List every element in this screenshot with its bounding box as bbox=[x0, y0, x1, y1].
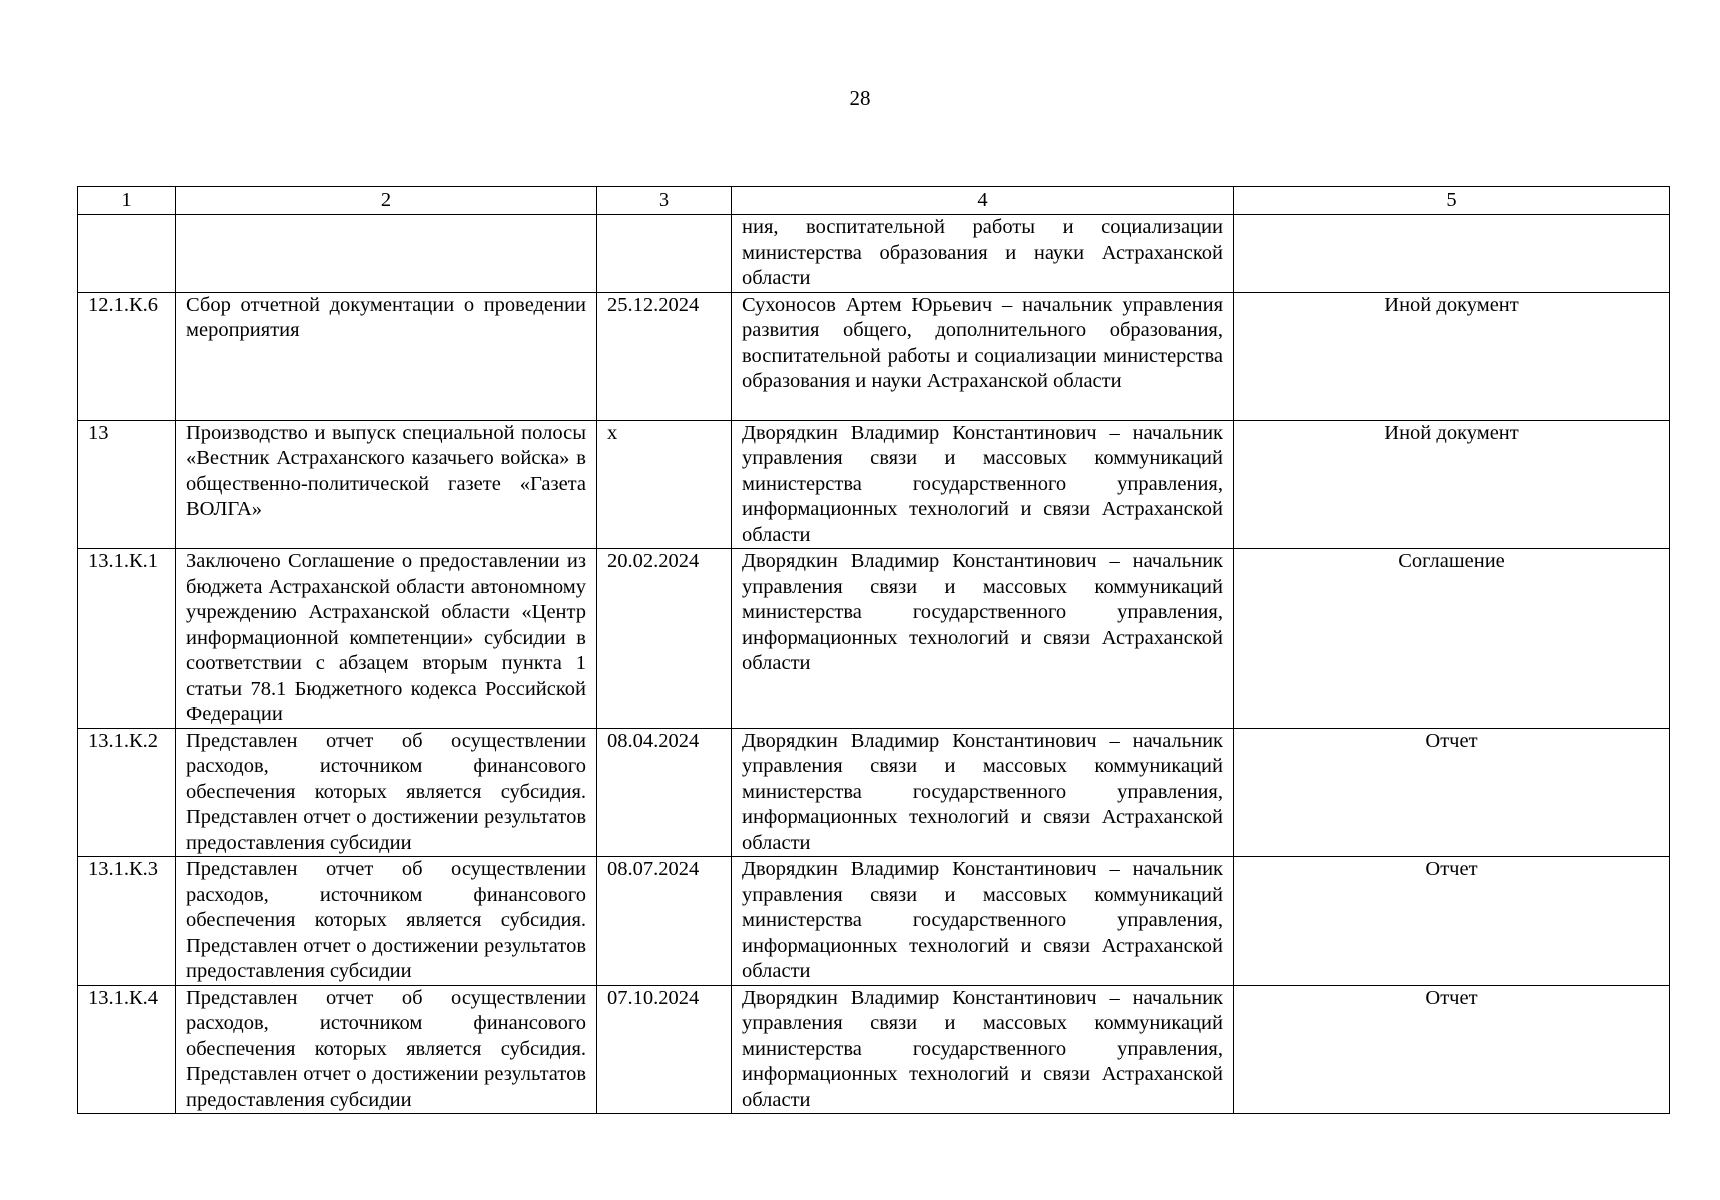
row-date: x bbox=[597, 420, 732, 549]
table-row bbox=[78, 728, 1670, 857]
column-header: 4 bbox=[732, 187, 1234, 215]
table-row bbox=[78, 857, 1670, 986]
table-row bbox=[78, 420, 1670, 549]
row-date: 07.10.2024 bbox=[597, 985, 732, 1114]
row-description bbox=[176, 215, 597, 293]
row-date: 20.02.2024 bbox=[597, 549, 732, 729]
row-code: 13.1.К.3 bbox=[78, 857, 176, 986]
row-description: Сбор отчетной документации о проведении мероприятия bbox=[176, 292, 597, 420]
row-responsible: Дворядкин Владимир Константинович – начальник управления связи и массовых коммуникаций министерства государственного управления, информационных технологий и связи Астраханской области bbox=[732, 549, 1234, 729]
row-description: Представлен отчет об осуществлении расходов, источником финансового обеспечения которых является субсидия. Представлен отчет о достижении результатов предоставления субсидии bbox=[176, 857, 597, 986]
table-row bbox=[78, 292, 1670, 420]
column-header: 2 bbox=[176, 187, 597, 215]
row-code bbox=[78, 215, 176, 293]
row-document: Отчет bbox=[1234, 985, 1670, 1114]
row-document: Иной документ bbox=[1234, 420, 1670, 549]
row-description: Представлен отчет об осуществлении расходов, источником финансового обеспечения которых является субсидия. Представлен отчет о достижении результатов предоставления субсидии bbox=[176, 728, 597, 857]
row-document: Отчет bbox=[1234, 728, 1670, 857]
column-header: 3 bbox=[597, 187, 732, 215]
row-description: Заключено Соглашение о предоставлении из бюджета Астраханской области автономному учреждению Астраханской области «Центр информационной компетенции» субсидии в соответствии с абзацем вторым пункта 1 статьи 78.1 Бюджетного кодекса Российской Федерации bbox=[176, 549, 597, 729]
table-row bbox=[78, 985, 1670, 1114]
row-responsible: Дворядкин Владимир Константинович – начальник управления связи и массовых коммуникаций министерства государственного управления, информационных технологий и связи Астраханской области bbox=[732, 728, 1234, 857]
row-description: Представлен отчет об осуществлении расходов, источником финансового обеспечения которых является субсидия. Представлен отчет о достижении результатов предоставления субсидии bbox=[176, 985, 597, 1114]
row-document bbox=[1234, 215, 1670, 293]
column-header: 5 bbox=[1234, 187, 1670, 215]
row-code: 13.1.К.1 bbox=[78, 549, 176, 729]
column-header: 1 bbox=[78, 187, 176, 215]
row-date: 08.04.2024 bbox=[597, 728, 732, 857]
row-code: 13 bbox=[78, 420, 176, 549]
row-document: Иной документ bbox=[1234, 292, 1670, 420]
plan-table bbox=[77, 186, 1670, 1114]
row-responsible: Дворядкин Владимир Константинович – начальник управления связи и массовых коммуникаций министерства государственного управления, информационных технологий и связи Астраханской области bbox=[732, 857, 1234, 986]
row-code: 12.1.К.6 bbox=[78, 292, 176, 420]
row-code: 13.1.К.2 bbox=[78, 728, 176, 857]
row-responsible: ния, воспитательной работы и социализации министерства образования и науки Астраханской области bbox=[732, 215, 1234, 293]
row-date bbox=[597, 215, 732, 293]
table-row bbox=[78, 215, 1670, 293]
row-document: Отчет bbox=[1234, 857, 1670, 986]
row-date: 08.07.2024 bbox=[597, 857, 732, 986]
row-responsible: Сухоносов Артем Юрьевич – начальник управления развития общего, дополнительного образования, воспитательной работы и социализации министерства образования и науки Астраханской области bbox=[732, 292, 1234, 420]
page-number: 28 bbox=[849, 86, 871, 110]
row-description: Производство и выпуск специальной полосы «Вестник Астраханского казачьего войска» в общественно-политической газете «Газета ВОЛГА» bbox=[176, 420, 597, 549]
row-code: 13.1.К.4 bbox=[78, 985, 176, 1114]
table-header-row bbox=[78, 187, 1670, 215]
row-document: Соглашение bbox=[1234, 549, 1670, 729]
row-responsible: Дворядкин Владимир Константинович – начальник управления связи и массовых коммуникаций министерства государственного управления, информационных технологий и связи Астраханской области bbox=[732, 420, 1234, 549]
row-responsible: Дворядкин Владимир Константинович – начальник управления связи и массовых коммуникаций министерства государственного управления, информационных технологий и связи Астраханской области bbox=[732, 985, 1234, 1114]
row-date: 25.12.2024 bbox=[597, 292, 732, 420]
table-row bbox=[78, 549, 1670, 729]
